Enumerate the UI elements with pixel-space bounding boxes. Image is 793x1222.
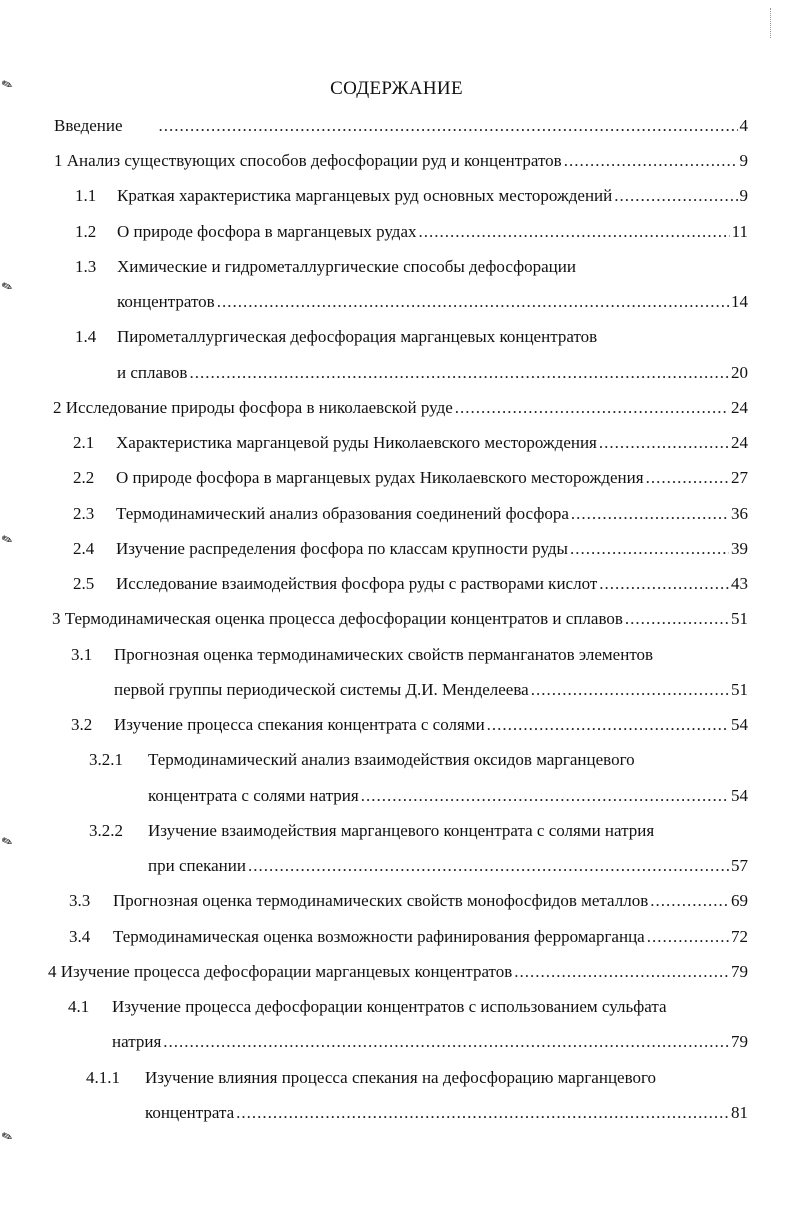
toc-entry-text-cont: концентратов xyxy=(117,292,215,311)
toc-entry-page: 79 xyxy=(731,962,748,981)
toc-leader-dots xyxy=(647,925,729,949)
toc-entry-page: 9 xyxy=(739,151,748,170)
toc-entry-number: 2.1 xyxy=(73,433,95,452)
toc-entry-text: Термодинамический анализ взаимодействия оксидов марганцевого xyxy=(148,750,635,769)
toc-leader-dots xyxy=(570,537,729,561)
toc-entry[interactable] xyxy=(117,220,748,244)
toc-entry[interactable] xyxy=(48,960,748,984)
toc-entry-page: 27 xyxy=(731,468,748,487)
toc-entry-text: 4 Изучение процесса дефосфорации марганцевых концентратов xyxy=(48,962,513,981)
toc-entry[interactable] xyxy=(117,361,748,385)
toc-entry-text-cont: первой группы периодической системы Д.И. Менделеева xyxy=(114,680,529,699)
toc-entry-text: Изучение взаимодействия марганцевого концентрата с солями натрия xyxy=(148,821,655,840)
toc-entry[interactable] xyxy=(113,925,748,949)
toc-entry-number: 3.1 xyxy=(71,645,93,664)
toc-leader-dots xyxy=(564,149,738,173)
toc-entry[interactable] xyxy=(113,889,748,913)
toc-entry-text: 2 Исследование природы фосфора в николаевской руде xyxy=(53,398,453,417)
toc-entry-number: 2.5 xyxy=(73,574,95,593)
toc-entry[interactable] xyxy=(116,431,748,455)
toc-entry-page: 20 xyxy=(731,363,748,382)
toc-entry[interactable] xyxy=(148,784,748,808)
toc-entry-page: 11 xyxy=(731,222,748,241)
margin-mark-icon: ✎ xyxy=(0,531,16,550)
toc-entry-text-cont: и сплавов xyxy=(117,363,188,382)
toc-entry-page: 72 xyxy=(731,927,748,946)
toc-leader-dots xyxy=(599,572,729,596)
toc-leader-dots xyxy=(531,678,729,702)
toc-entry[interactable] xyxy=(117,184,748,208)
margin-mark-icon: ✎ xyxy=(0,833,16,852)
scan-artifact xyxy=(770,8,773,38)
toc-leader-dots xyxy=(217,290,729,314)
toc-leader-dots xyxy=(650,889,729,913)
toc-entry-text: 3 Термодинамическая оценка процесса дефосфорации концентратов и сплавов xyxy=(52,609,623,628)
toc-entry[interactable] xyxy=(116,537,748,561)
toc-entry-number: 4.1.1 xyxy=(86,1068,120,1087)
toc-entry-number: 3.4 xyxy=(69,927,91,946)
toc-entry-text: Исследование взаимодействия фосфора руды с растворами кислот xyxy=(116,574,598,593)
toc-entry-text: О природе фосфора в марганцевых рудах xyxy=(117,222,417,241)
toc-leader-dots xyxy=(599,431,729,455)
toc-entry-text: Термодинамическая оценка возможности рафинирования ферромарганца xyxy=(113,927,645,946)
toc-entry-text: Пирометаллургическая дефосфорация марганцевых концентратов xyxy=(117,327,598,346)
toc-entry-text: Прогнозная оценка термодинамических свойств монофосфидов металлов xyxy=(113,891,649,910)
toc-entry[interactable] xyxy=(54,149,748,173)
toc-entry-number: 3.2 xyxy=(71,715,93,734)
toc-entry-text-cont: натрия xyxy=(112,1032,162,1051)
toc-entry-page: 57 xyxy=(731,856,748,875)
toc-entry-number: 3.2.1 xyxy=(89,750,123,769)
margin-mark-icon: ✎ xyxy=(0,76,16,95)
toc-entry[interactable] xyxy=(112,1030,748,1054)
toc-entry-text: О природе фосфора в марганцевых рудах Николаевского месторождения xyxy=(116,468,644,487)
toc-leader-dots xyxy=(163,1030,729,1054)
toc-leader-dots xyxy=(361,784,729,808)
toc-leader-dots xyxy=(189,361,729,385)
toc-entry-page: 43 xyxy=(731,574,748,593)
toc-leader-dots xyxy=(571,502,729,526)
toc-entry-number: 2.2 xyxy=(73,468,95,487)
toc-entry-page: 39 xyxy=(731,539,748,558)
toc-entry-page: 51 xyxy=(731,680,748,699)
toc-entry[interactable] xyxy=(114,713,748,737)
toc-entry-page: 54 xyxy=(731,786,748,805)
toc-entry[interactable] xyxy=(52,607,748,631)
toc-entry[interactable] xyxy=(116,572,748,596)
toc-entry-text: Изучение процесса дефосфорации концентратов с использованием сульфата xyxy=(112,997,667,1016)
toc-entry[interactable] xyxy=(116,502,748,526)
toc-entry-text: Введение xyxy=(54,116,123,135)
toc-entry[interactable] xyxy=(53,396,748,420)
toc-entry-number: 3.2.2 xyxy=(89,821,123,840)
toc-leader-dots xyxy=(625,607,729,631)
toc-entry-page: 24 xyxy=(731,433,748,452)
toc-leader-dots xyxy=(419,220,730,244)
toc-entry-text: Изучение распределения фосфора по классам крупности руды xyxy=(116,539,568,558)
margin-mark-icon: ✎ xyxy=(0,1128,16,1147)
toc-entry[interactable] xyxy=(114,678,748,702)
toc-entry-number: 2.3 xyxy=(73,504,95,523)
toc-entry-number: 3.3 xyxy=(69,891,91,910)
toc-entry-text-cont: при спекании xyxy=(148,856,246,875)
toc-entry-text: Краткая характеристика марганцевых руд основных месторождений xyxy=(117,186,613,205)
toc-entry-page: 14 xyxy=(731,292,748,311)
toc-entry-page: 9 xyxy=(739,186,748,205)
toc-entry-page: 69 xyxy=(731,891,748,910)
toc-entry-page: 81 xyxy=(731,1103,748,1122)
toc-entry[interactable] xyxy=(145,1101,748,1125)
page-title: СОДЕРЖАНИЕ xyxy=(330,78,463,99)
toc-leader-dots xyxy=(248,854,729,878)
toc-entry-page: 4 xyxy=(739,116,748,135)
toc-entry-number: 2.4 xyxy=(73,539,95,558)
toc-entry-text-cont: концентрата с солями натрия xyxy=(148,786,359,805)
toc-leader-dots xyxy=(614,184,737,208)
toc-entry[interactable] xyxy=(117,290,748,314)
toc-entry-number: 1.4 xyxy=(75,327,97,346)
toc-entry-text: Изучение влияния процесса спекания на дефосфорацию марганцевого xyxy=(145,1068,657,1087)
toc-entry[interactable] xyxy=(148,854,748,878)
toc-entry-page: 51 xyxy=(731,609,748,628)
toc-entry-page: 24 xyxy=(731,398,748,417)
toc-leader-dots xyxy=(236,1101,729,1125)
toc-entry-number: 1.1 xyxy=(75,186,97,205)
toc-leader-dots xyxy=(514,960,729,984)
toc-entry-number: 1.2 xyxy=(75,222,97,241)
toc-entry-text: Химические и гидрометаллургические способы дефосфорации xyxy=(117,257,576,276)
toc-entry-text: Изучение процесса спекания концентрата с солями xyxy=(114,715,485,734)
margin-mark-icon: ✎ xyxy=(0,278,16,297)
toc-entry-number: 1.3 xyxy=(75,257,97,276)
toc-leader-dots xyxy=(159,114,738,138)
toc-entry-text: 1 Анализ существующих способов дефосфорации руд и концентратов xyxy=(54,151,562,170)
toc-entry-text: Прогнозная оценка термодинамических свойств перманганатов элементов xyxy=(114,645,654,664)
toc-entry-text: Термодинамический анализ образования соединений фосфора xyxy=(116,504,569,523)
toc-leader-dots xyxy=(487,713,729,737)
toc-entry-page: 54 xyxy=(731,715,748,734)
toc-entry-number: 4.1 xyxy=(68,997,90,1016)
toc-entry-page: 79 xyxy=(731,1032,748,1051)
toc-entry[interactable] xyxy=(54,114,748,138)
toc-entry-text: Характеристика марганцевой руды Николаевского месторождения xyxy=(116,433,597,452)
toc-entry-page: 36 xyxy=(731,504,748,523)
toc-leader-dots xyxy=(455,396,729,420)
toc-entry[interactable] xyxy=(116,466,748,490)
toc-leader-dots xyxy=(646,466,729,490)
toc-entry-text-cont: концентрата xyxy=(145,1103,235,1122)
